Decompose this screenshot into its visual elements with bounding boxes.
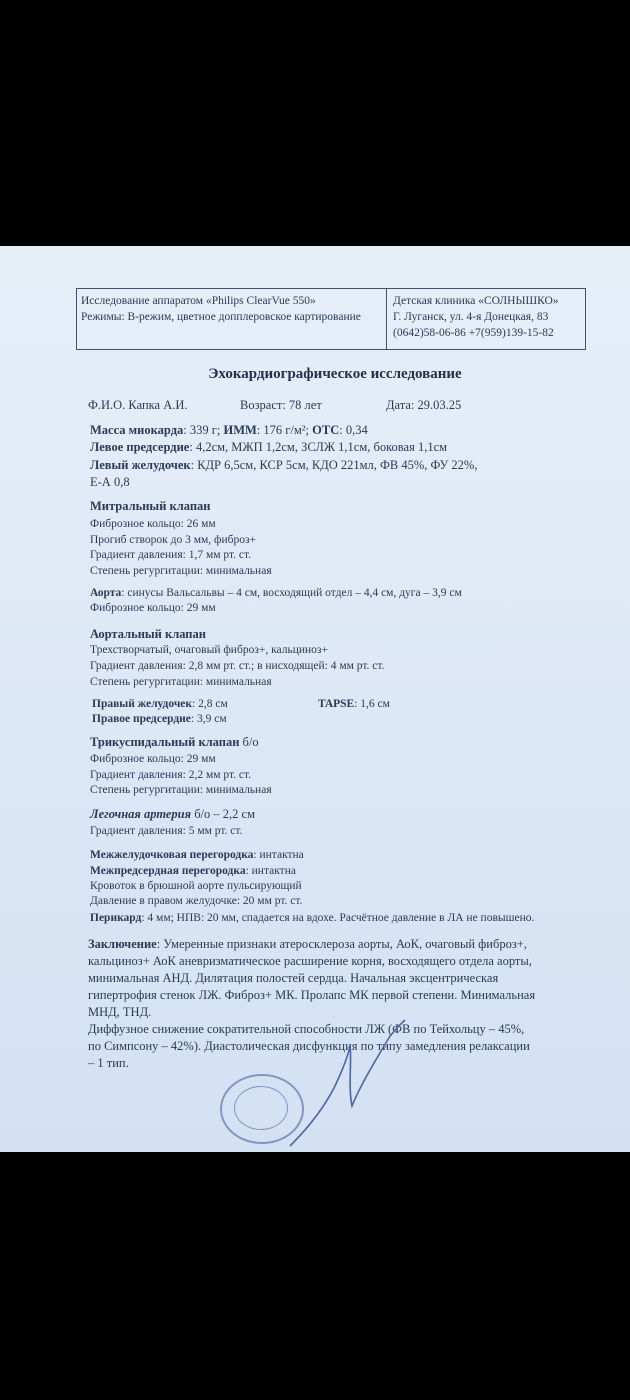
left-atrium: Левое предсердие: 4,2см, МЖП 1,2см, ЗСЛЖ 1,1см, боковая 1,1см bbox=[90, 440, 448, 454]
tapse: TAPSE: 1,6 см bbox=[318, 698, 390, 710]
conclusion-line: Диффузное снижение сократительной способности ЛЖ (ФВ по Тейхольцу – 45%, bbox=[88, 1022, 525, 1036]
patient-age: Возраст: 78 лет bbox=[240, 398, 322, 412]
aortic-line: Градиент давления: 2,8 мм рт. ст.; в нисходящей: 4 мм рт. ст. bbox=[90, 660, 385, 672]
abdominal-flow: Кровоток в брюшной аорте пульсирующий bbox=[90, 880, 302, 892]
tricuspid-line: Фиброзное кольцо: 29 мм bbox=[90, 753, 216, 765]
clinic-info bbox=[387, 289, 585, 349]
clinic-phones: (0642)58-06-86 +7(959)139-15-82 bbox=[393, 327, 554, 339]
mitral-line: Градиент давления: 1,7 мм рт. ст. bbox=[90, 549, 252, 561]
modes-line: Режимы: В-режим, цветное допплеровское картирование bbox=[81, 311, 361, 323]
document-sheet bbox=[0, 246, 630, 1152]
device-info bbox=[77, 289, 387, 349]
doctor-signature bbox=[280, 1016, 410, 1156]
right-atrium: Правое предсердие: 3,9 см bbox=[92, 713, 227, 725]
clinic-address: Г. Луганск, ул. 4-я Донецкая, 83 bbox=[393, 311, 549, 323]
patient-name: Ф.И.О. Капка А.И. bbox=[88, 398, 188, 412]
myocardial-mass: Масса миокарда: 339 г; ИММ: 176 г/м²; ОТС: 0,34 bbox=[90, 423, 368, 437]
mitral-line: Прогиб створок до 3 мм, фиброз+ bbox=[90, 534, 256, 546]
mitral-line: Фиброзное кольцо: 26 мм bbox=[90, 518, 216, 530]
tricuspid-line: Градиент давления: 2,2 мм рт. ст. bbox=[90, 769, 252, 781]
right-ventricle: Правый желудочек: 2,8 см bbox=[92, 698, 228, 710]
conclusion-line: МНД, ТНД. bbox=[88, 1005, 152, 1019]
pulmonary-gradient: Градиент давления: 5 мм рт. ст. bbox=[90, 825, 243, 837]
e-a-ratio: Е-А 0,8 bbox=[90, 475, 130, 489]
aortic-line: Трехстворчатый, очаговый фиброз+, кальциноз+ bbox=[90, 644, 328, 656]
conclusion-line: Заключение: Умеренные признаки атеросклероза аорты, АоК, очаговый фиброз+, bbox=[88, 937, 527, 951]
conclusion-line: кальциноз+ АоК аневризматическое расширение корня, восходящего отдела аорты, bbox=[88, 954, 532, 968]
exam-date: Дата: 29.03.25 bbox=[386, 398, 462, 412]
ivs-line: Межжелудочковая перегородка: интактна bbox=[90, 849, 304, 861]
mitral-heading: Митральный клапан bbox=[90, 499, 211, 513]
signature-stroke bbox=[290, 1020, 405, 1146]
pericardium-line: Перикард: 4 мм; НПВ: 20 мм, спадается на вдохе. Расчётное давление в ЛА не повышено. bbox=[90, 912, 535, 924]
aorta-ring: Фиброзное кольцо: 29 мм bbox=[90, 602, 216, 614]
conclusion-line: – 1 тип. bbox=[88, 1056, 129, 1070]
aorta-line: Аорта: синусы Вальсальвы – 4 см, восходящий отдел – 4,4 см, дуга – 3,9 см bbox=[90, 587, 462, 599]
conclusion-line: по Симпсону – 42%). Диастолическая дисфункция по типу замедления релаксации bbox=[88, 1039, 530, 1053]
device-line: Исследование аппаратом «Philips ClearVue 550» bbox=[81, 295, 316, 307]
header-box bbox=[76, 288, 586, 350]
clinic-name: Детская клиника «СОЛНЫШКО» bbox=[393, 295, 559, 307]
tricuspid-heading: Трикуспидальный клапан б/о bbox=[90, 735, 259, 749]
conclusion-line: гипертрофия стенок ЛЖ. Фиброз+ МК. Пролапс МК первой степени. Минимальная bbox=[88, 988, 536, 1002]
pulmonary-heading: Легочная артерия б/о – 2,2 см bbox=[90, 807, 255, 821]
tricuspid-line: Степень регургитации: минимальная bbox=[90, 784, 272, 796]
rv-pressure: Давление в правом желудочке: 20 мм рт. ст. bbox=[90, 895, 303, 907]
mitral-line: Степень регургитации: минимальная bbox=[90, 565, 272, 577]
left-ventricle: Левый желудочек: КДР 6,5см, КСР 5см, КДО 221мл, ФВ 45%, ФУ 22%, bbox=[90, 458, 478, 472]
conclusion-line: минимальная АНД. Дилятация полостей сердца. Начальная эксцентрическая bbox=[88, 971, 499, 985]
document-title: Эхокардиографическое исследование bbox=[208, 366, 462, 382]
aortic-valve-heading: Аортальный клапан bbox=[90, 627, 206, 641]
aortic-line: Степень регургитации: минимальная bbox=[90, 676, 272, 688]
ias-line: Межпредсердная перегородка: интактна bbox=[90, 865, 296, 877]
